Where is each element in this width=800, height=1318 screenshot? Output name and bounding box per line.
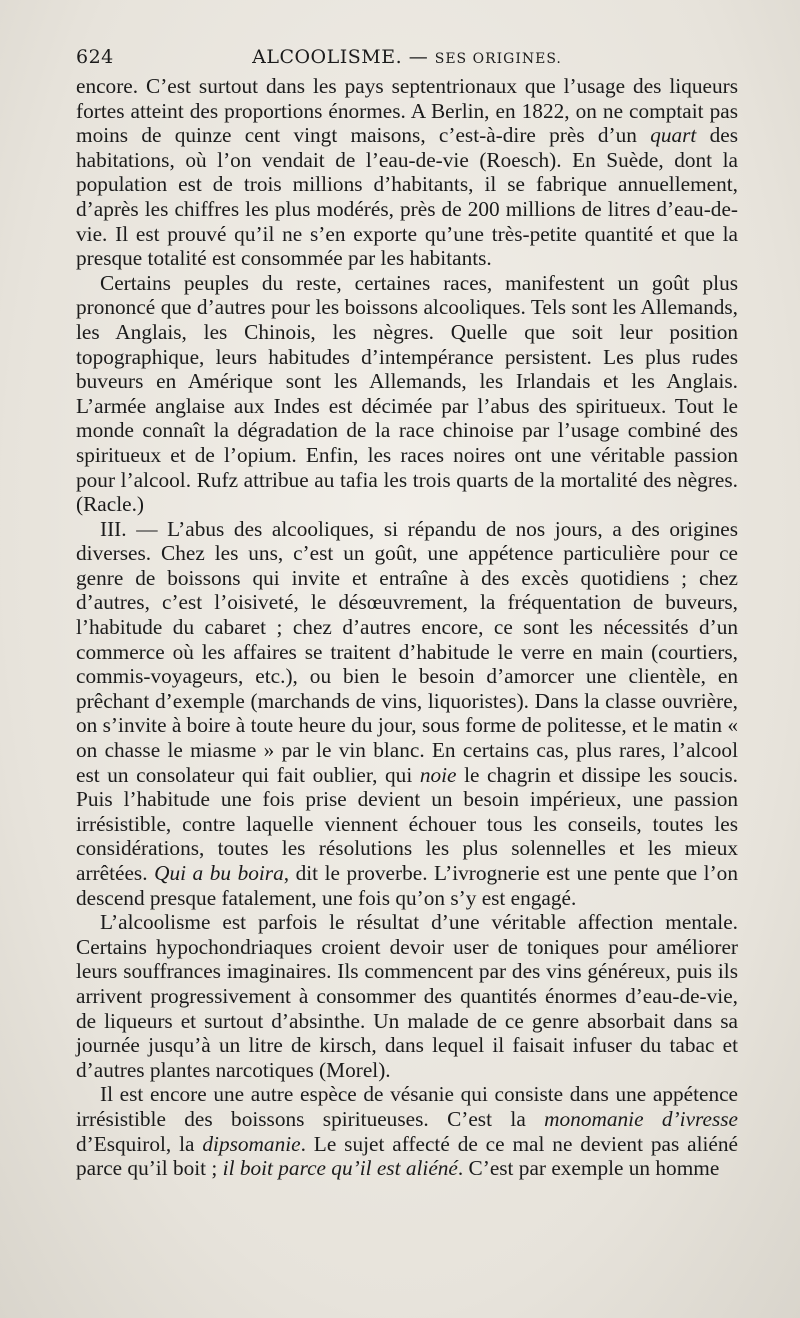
italic-text: noie: [419, 762, 457, 787]
text-run: III. — L’abus des alcooliques, si répandu de nos jours, a des origines diverses. Chez les uns, c’est un goût, une appétence particulière pour ce genre de boissons qui invite et entraîne à des excès quotidiens ; chez d’autres, c’est l’oisiveté, le désœuvrement, la fréquentation de buveurs, l’habitude du cabaret ; chez d’autres encore, ce sont les nécessités d’un commerce où les affaires se traitent d’habitude le verre en main (courtiers, commis-voyageurs, etc.), ou bien le besoin d’amorcer une clientèle, en prêchant d’exemple (marchands de vins, liquoristes). Dans la classe ouvrière, on s’invite à boire à toute heure du jour, sous forme de politesse, et le matin « on chasse le miasme » par le vin blanc. En certains cas, plus rares, l’alcool est un consolateur qui fait oublier, qui: [76, 516, 738, 787]
paragraph: [76, 517, 738, 911]
paragraph: [76, 910, 738, 1082]
text-run: Certains peuples du reste, certaines races, manifestent un goût plus prononcé que d’autres pour les boissons alcooliques. Tels sont les Allemands, les Anglais, les Chinois, les nègres. Quelle que soit leur position topographique, leurs habitudes d’intempérance persistent. Les plus rudes buveurs en Amérique sont les Allemands, les Irlandais et les Anglais. L’armée anglaise aux Indes est décimée par l’abus des spiritueux. Tout le monde connaît la dégradation de la race chinoise par l’usage combiné des spiritueux et de l’opium. Enfin, les races noires ont une véritable passion pour l’alcool. Rufz attribue au tafia les trois quarts de la mortalité des nègres. (Racle.): [76, 270, 738, 517]
paragraph: [76, 1082, 738, 1180]
text-run: d’Esquirol, la: [76, 1131, 203, 1156]
running-header: [76, 40, 738, 74]
text-run: Il est encore une autre espèce de vésanie qui consiste dans une appétence irrésistible des boissons spiritueuses. C’est la: [76, 1082, 738, 1131]
body-text: [76, 74, 738, 1181]
running-title-subtitle: SES ORIGINES.: [434, 51, 562, 67]
page-number: 624: [76, 46, 114, 68]
italic-text: quart: [650, 123, 697, 148]
running-title-separator: —: [402, 46, 435, 68]
running-title: [76, 46, 738, 68]
italic-text: dipsomanie: [202, 1131, 301, 1156]
text-run: encore. C’est surtout dans les pays septentrionaux que l’usage des liqueurs fortes atteint des proportions énormes. A Berlin, en 1822, on ne comptait pas moins de quinze cent vingt maisons, c’est-à-dire près d’un: [76, 74, 738, 148]
text-run: . Le sujet affecté de ce mal ne devient pas aliéné parce qu’il boit ;: [76, 1131, 738, 1181]
paragraph: [76, 74, 738, 271]
text-run: le chagrin et dissipe les soucis. Puis l’habitude une fois prise devient un besoin impérieux, une passion irrésistible, contre laquelle viennent échouer tous les conseils, toutes les considérations, toutes les résolutions les plus solennelles et les mieux arrêtées.: [76, 762, 738, 885]
text-run: des habitations, où l’on vendait de l’eau-de-vie (Roesch). En Suède, dont la population est de trois millions d’habitants, il se fabrique annuellement, d’après les chiffres les plus modérés, près de 200 millions de litres d’eau-de-vie. Il est prouvé qu’il ne s’en exporte qu’une très-petite quantité et que la presque totalité est consommée par les habitants.: [76, 123, 738, 271]
text-run: . C’est par exemple un homme: [457, 1156, 720, 1181]
italic-text: il boit parce qu’il est aliéné: [222, 1156, 458, 1181]
text-run: L’alcoolisme est parfois le résultat d’une véritable affection mentale. Certains hypochondriaques croient devoir user de toniques pour améliorer leurs souffrances imaginaires. Ils commencent par des vins généreux, puis ils arrivent progressivement à consommer des quantités énormes d’eau-de-vie, de liqueurs et surtout d’absinthe. Un malade de ce genre absorbait dans sa journée jusqu’à un litre de kirsch, dans lequel il faisait infuser du tabac et d’autres plantes narcotiques (Morel).: [76, 910, 738, 1082]
paragraph: [76, 271, 738, 517]
text-run: , dit le proverbe. L’ivrognerie est une pente que l’on descend presque fatalement, une fois qu’on s’y est engagé.: [76, 861, 738, 910]
italic-text: Qui a bu boira: [154, 861, 284, 885]
running-title-main: ALCOOLISME.: [252, 46, 403, 68]
italic-text: monomanie d’ivresse: [544, 1106, 738, 1131]
